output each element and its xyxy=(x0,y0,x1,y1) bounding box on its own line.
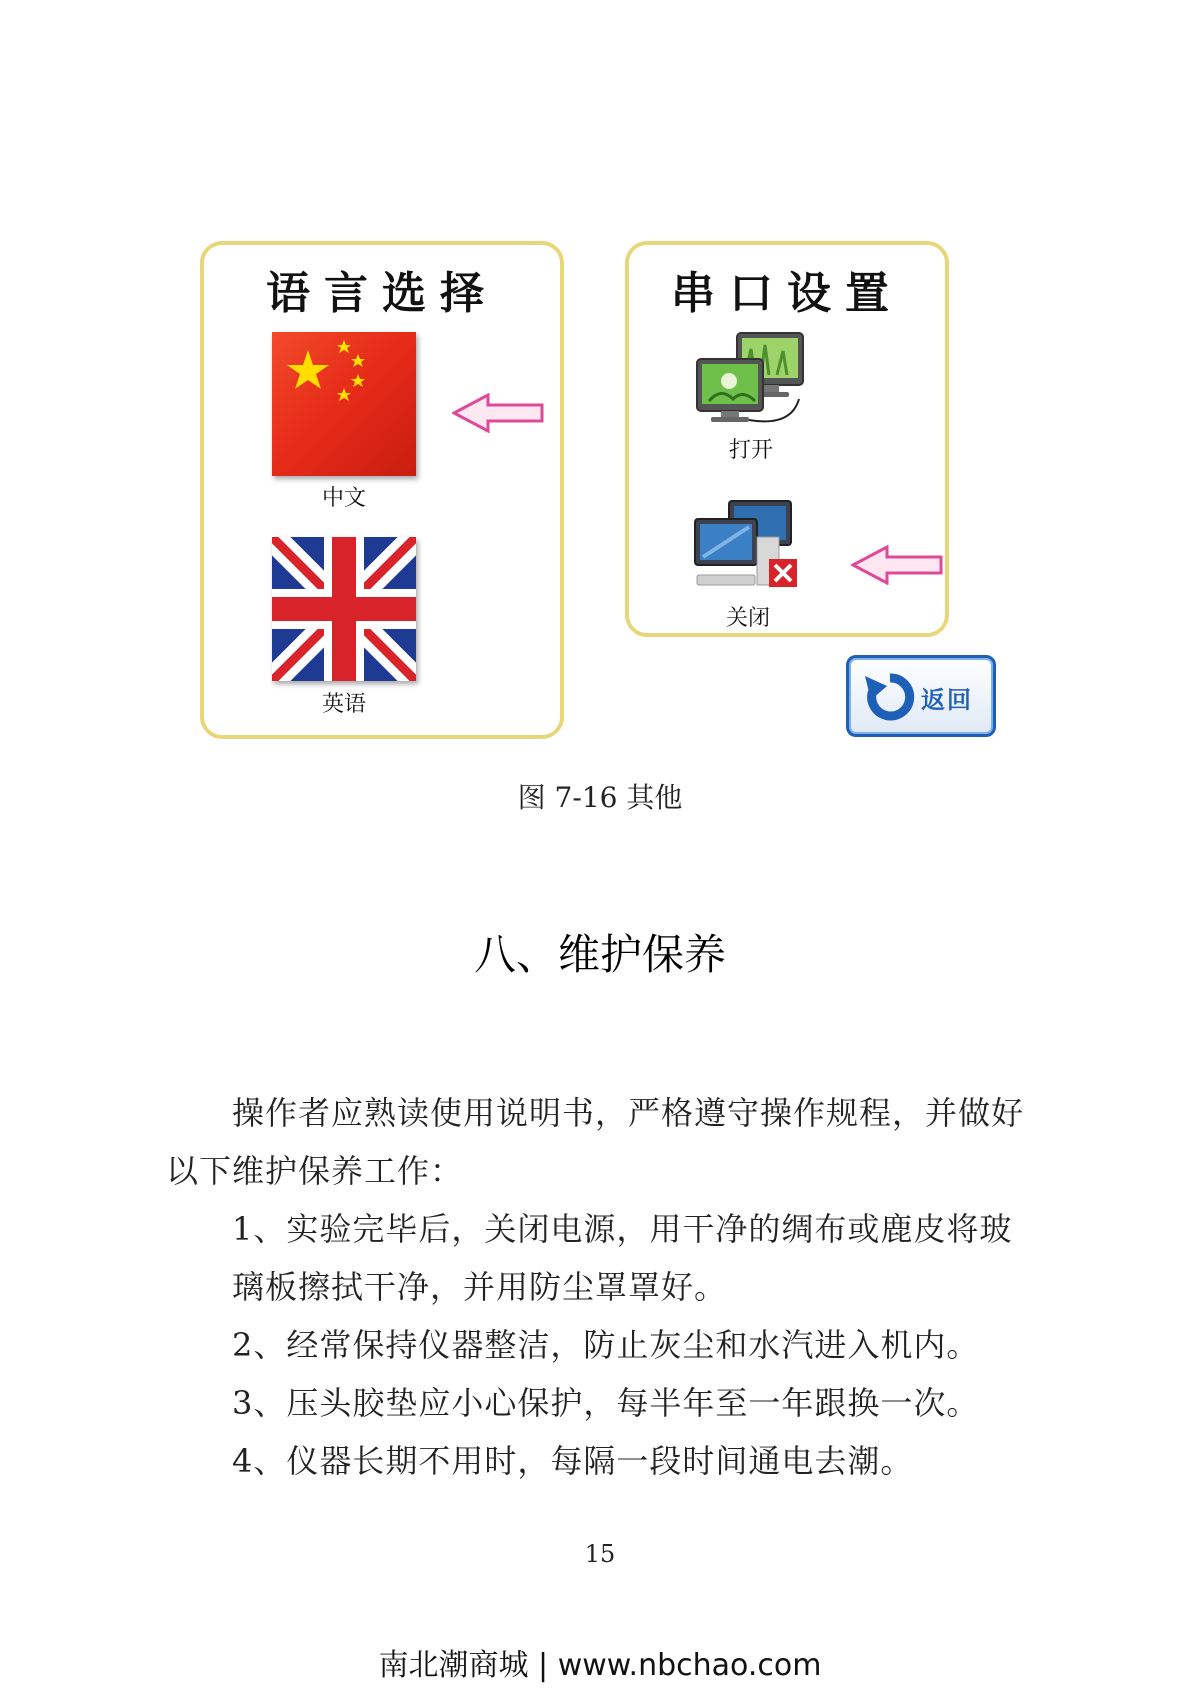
intro-line: 操作者应熟读使用说明书，严格遵守操作规程，并做好 xyxy=(232,1094,1025,1132)
serial-option-close-label: 关闭 xyxy=(725,606,770,631)
footer-watermark: 南北潮商城 | www.nbchao.com xyxy=(378,1648,822,1683)
list-item: 4、仪器长期不用时，每隔一段时间通电去潮。 xyxy=(232,1442,914,1480)
intro-paragraph xyxy=(166,1084,1066,1200)
language-panel xyxy=(200,241,564,739)
list-item xyxy=(232,1200,1072,1316)
computers-disconnected-icon[interactable] xyxy=(693,497,803,597)
language-option-english-label: 英语 xyxy=(321,692,366,717)
return-arrow-icon xyxy=(863,670,917,724)
section-title: 八、维护保养 xyxy=(473,930,726,979)
list-item-line: 1、实验完毕后，关闭电源，用干净的绸布或鹿皮将玻 xyxy=(232,1210,1013,1248)
serial-panel xyxy=(625,241,949,637)
selection-arrow-icon xyxy=(851,545,945,585)
language-option-chinese-label: 中文 xyxy=(321,486,366,511)
maintenance-list xyxy=(232,1200,1072,1490)
serial-option-open-label: 打开 xyxy=(728,438,773,463)
back-button[interactable] xyxy=(846,655,996,737)
china-flag-icon[interactable] xyxy=(272,332,416,476)
uk-flag-icon[interactable] xyxy=(272,537,416,681)
serial-panel-title: 串口设置 xyxy=(671,268,903,319)
intro-line: 以下维护保养工作： xyxy=(166,1152,464,1190)
list-item: 3、压头胶垫应小心保护，每半年至一年跟换一次。 xyxy=(232,1384,980,1422)
language-panel-title: 语言选择 xyxy=(266,268,498,319)
page-number: 15 xyxy=(584,1540,616,1568)
selection-arrow-icon xyxy=(452,393,546,433)
back-button-label: 返回 xyxy=(921,686,973,714)
list-item-line: 璃板擦拭干净，并用防尘罩罩好。 xyxy=(232,1268,728,1306)
list-item: 2、经常保持仪器整洁，防止灰尘和水汽进入机内。 xyxy=(232,1326,980,1364)
figure-caption: 图 7-16 其他 xyxy=(517,781,683,814)
computers-connected-icon[interactable] xyxy=(691,329,811,429)
